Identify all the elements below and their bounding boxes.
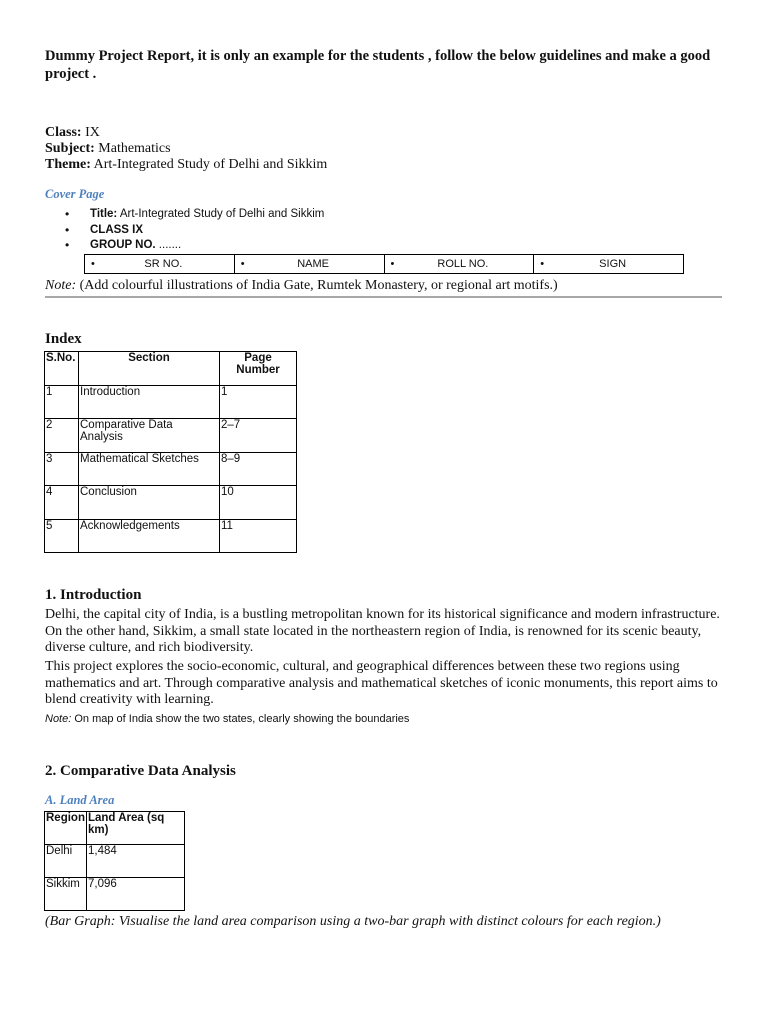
land-header-row	[45, 812, 185, 845]
cover-title-value: Art-Integrated Study of Delhi and Sikkim	[117, 208, 325, 220]
table-row	[45, 519, 297, 553]
cover-note-text: (Add colourful illustrations of India Gate, Rumtek Monastery, or regional art motifs.)	[76, 278, 558, 293]
index-cell-sno: 3	[45, 452, 79, 486]
land-cell-region: Sikkim	[45, 878, 87, 911]
index-cell-section: Conclusion	[79, 486, 220, 520]
land-cell-area: 1,484	[86, 845, 184, 878]
cover-note	[45, 278, 558, 294]
index-cell-page: 2–7	[220, 419, 297, 453]
class-label: Class:	[45, 125, 82, 140]
table-row	[45, 385, 297, 419]
land-cell-area: 7,096	[86, 878, 184, 911]
bullet-icon: •	[65, 222, 70, 237]
table-row	[45, 452, 297, 486]
cover-group-label: GROUP NO.	[90, 239, 156, 251]
cover-class-text: CLASS IX	[90, 223, 144, 236]
land-area-heading: A. Land Area	[45, 793, 115, 807]
group-members-table	[84, 254, 684, 274]
land-cell-region: Delhi	[45, 845, 87, 878]
land-area-table	[44, 811, 185, 911]
index-cell-page: 10	[220, 486, 297, 520]
theme-label: Theme:	[45, 157, 91, 172]
theme-line	[45, 157, 327, 173]
horizontal-rule	[45, 296, 722, 298]
bullet-icon: •	[65, 207, 70, 221]
land-header-area: Land Area (sq km)	[86, 812, 184, 845]
index-cell-sno: 5	[45, 519, 79, 553]
table-row	[45, 419, 297, 453]
index-header-sno: S.No.	[45, 352, 79, 386]
bullet-icon: •	[540, 258, 545, 270]
group-col-name: • NAME	[235, 255, 385, 273]
index-title: Index	[45, 331, 82, 347]
index-cell-section: Acknowledgements	[79, 519, 220, 553]
cover-title-label: Title:	[90, 208, 118, 220]
index-cell-page: 8–9	[220, 452, 297, 486]
index-header-section: Section	[79, 352, 220, 386]
cover-bullet-list	[45, 207, 324, 254]
introduction-paragraph-2: This project explores the socio-economic, cultural, and geographical differences between these two regions using mathematics and art. Through comparative analysis and mathematical sketches of iconic monuments, this report aims to blend creativity with learning.	[45, 659, 718, 707]
index-cell-sno: 1	[45, 385, 79, 419]
cover-group-value: .......	[155, 239, 182, 251]
table-row	[45, 878, 185, 911]
index-table	[44, 351, 297, 553]
comparative-analysis-title: 2. Comparative Data Analysis	[45, 763, 236, 779]
table-row	[45, 486, 297, 520]
index-cell-sno: 2	[45, 419, 79, 453]
cover-class-item	[45, 223, 324, 239]
cover-group-item	[45, 238, 324, 254]
land-header-region: Region	[45, 812, 87, 845]
cover-page-heading: Cover Page	[45, 187, 105, 201]
index-cell-page: 1	[220, 385, 297, 419]
bullet-icon: •	[240, 258, 245, 270]
cover-title-item	[45, 207, 324, 223]
cover-note-label: Note:	[45, 278, 77, 293]
index-cell-section: Comparative Data Analysis	[79, 419, 220, 453]
introduction-note-label: Note:	[45, 713, 72, 725]
index-cell-section: Mathematical Sketches	[79, 452, 220, 486]
index-cell-page: 11	[220, 519, 297, 553]
introduction-note	[45, 713, 409, 725]
introduction-title: 1. Introduction	[45, 587, 142, 603]
group-col-roll-no: • ROLL NO.	[385, 255, 535, 273]
bullet-icon: •	[91, 258, 95, 270]
index-header-page: Page Number	[220, 352, 297, 386]
index-header-row	[45, 352, 297, 386]
index-cell-section: Introduction	[79, 385, 220, 419]
report-heading: Dummy Project Report, it is only an example for the students , follow the below guidelines and make a good project .	[45, 48, 711, 82]
theme-value: Art-Integrated Study of Delhi and Sikkim	[90, 157, 328, 172]
group-col-sr-no: • SR NO.	[85, 255, 235, 273]
table-row	[45, 845, 185, 878]
class-value: IX	[81, 125, 100, 140]
introduction-paragraph-1: Delhi, the capital city of India, is a bustling metropolitan known for its historical significance and modern infrastructure. On the other hand, Sikkim, a small state located in the northeastern region of India, is renowned for its scenic beauty, diverse culture, and rich biodiversity.	[45, 607, 720, 655]
bullet-icon: •	[390, 258, 395, 270]
bullet-icon: •	[65, 238, 70, 252]
class-line	[45, 125, 100, 141]
subject-value: Mathematics	[94, 141, 171, 156]
subject-label: Subject:	[45, 141, 95, 156]
introduction-note-text: On map of India show the two states, clearly showing the boundaries	[71, 713, 410, 725]
subject-line	[45, 141, 171, 157]
index-cell-sno: 4	[45, 486, 79, 520]
bar-graph-note: (Bar Graph: Visualise the land area comparison using a two-bar graph with distinct colours for each region.)	[45, 914, 661, 929]
group-col-sign: • SIGN	[534, 255, 683, 273]
